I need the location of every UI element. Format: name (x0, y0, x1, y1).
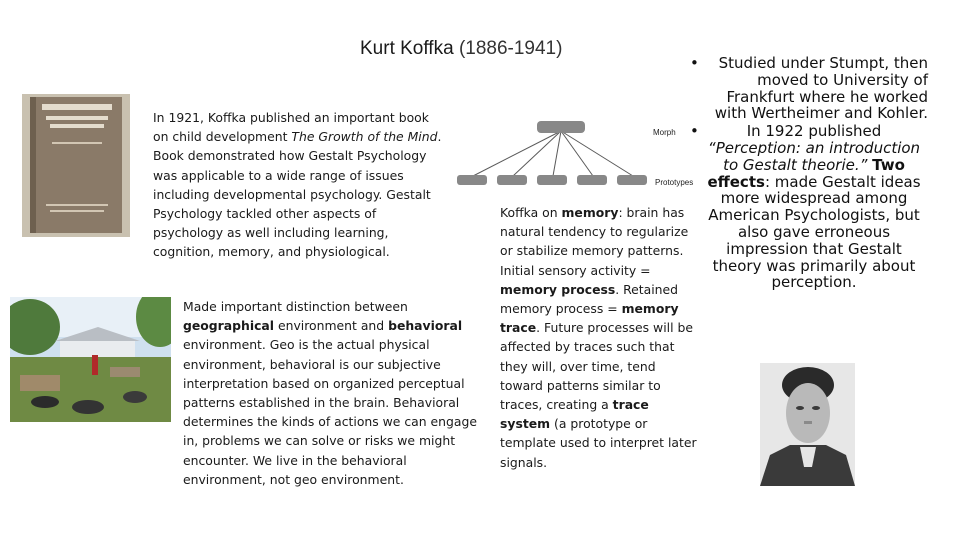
bullet-list (690, 54, 928, 292)
diagram-label-prototypes: Prototypes (655, 178, 693, 187)
book-title-italic: The Growth of the Mind (291, 129, 438, 145)
memory-paragraph (500, 203, 700, 472)
paragraph-text: environment and (274, 318, 389, 334)
playground-photo (10, 297, 171, 422)
trace-system-bold: trace system (500, 397, 649, 432)
memory-bold: memory (561, 205, 619, 220)
paragraph-text: Koffka on (500, 205, 562, 220)
two-effects-bold: Two effects (707, 155, 905, 191)
car-icon (457, 121, 647, 185)
behavioral-bold: behavioral (388, 318, 463, 334)
growth-of-mind-paragraph (153, 108, 443, 262)
paragraph-text: (a prototype or template used to interpret later signals. (500, 416, 697, 470)
bullet-text: Studied under Stumpt, then moved to University of Frankfurt where he worked with Wertheimer and Kohler. (714, 54, 928, 123)
paragraph-text: Made important distinction between (183, 299, 408, 314)
bullet-text: In 1922 published (746, 122, 882, 141)
title-name: Kurt Koffka (360, 38, 454, 59)
bullet-item (690, 122, 928, 292)
memory-process-bold: memory process (500, 281, 616, 297)
paragraph-text: . Book demonstrated how Gestalt Psychology was applicable to a wide range of issues including developmental psychology. Gestalt Psychology tackled other aspects of psychology as well including learning, cognition, memory, and physiological. (153, 129, 442, 260)
paragraph-text: . Future processes will be affected by traces such that they will, over time, tend toward patterns similar to traces, creating a (500, 320, 693, 413)
bullet-item (690, 54, 928, 123)
page-title (360, 38, 562, 60)
environment-paragraph (183, 297, 478, 489)
diagram-label-morph: Morph (653, 128, 676, 137)
book-cover-image (22, 94, 130, 237)
paragraph-text: environment. Geo is the actual physical environment, behavioral is our subjective interpretation based on organized perceptual patterns established in the brain. Behavioral determines the kinds of actions we can engage in, problems we can solve or risks we might encounter. We live in the behavioral environment, not geo environment. (183, 337, 477, 487)
geographical-bold: geographical (183, 318, 275, 334)
koffka-portrait (760, 363, 855, 486)
bullet-text: : made Gestalt ideas more widespread among American Psychologists, but also gave erroneous impression that Gestalt theory was primarily about perception. (708, 172, 921, 292)
paragraph-text: : brain has natural tendency to regularize or stabilize memory patterns. Initial sensory activity = (500, 205, 689, 278)
bullet-dot: • (690, 122, 699, 141)
paragraph-text: In 1921, Koffka published an important book on child development (153, 110, 429, 145)
bullet-dot: • (690, 54, 699, 72)
paragraph-text: . Retained memory process = (500, 281, 679, 317)
memory-trace-bold: memory trace (500, 301, 679, 336)
prototype-diagram (453, 113, 693, 191)
title-years: (1886-1941) (458, 38, 563, 59)
perception-title-italic: “Perception: an introduction to Gestalt theorie.” (707, 138, 921, 174)
